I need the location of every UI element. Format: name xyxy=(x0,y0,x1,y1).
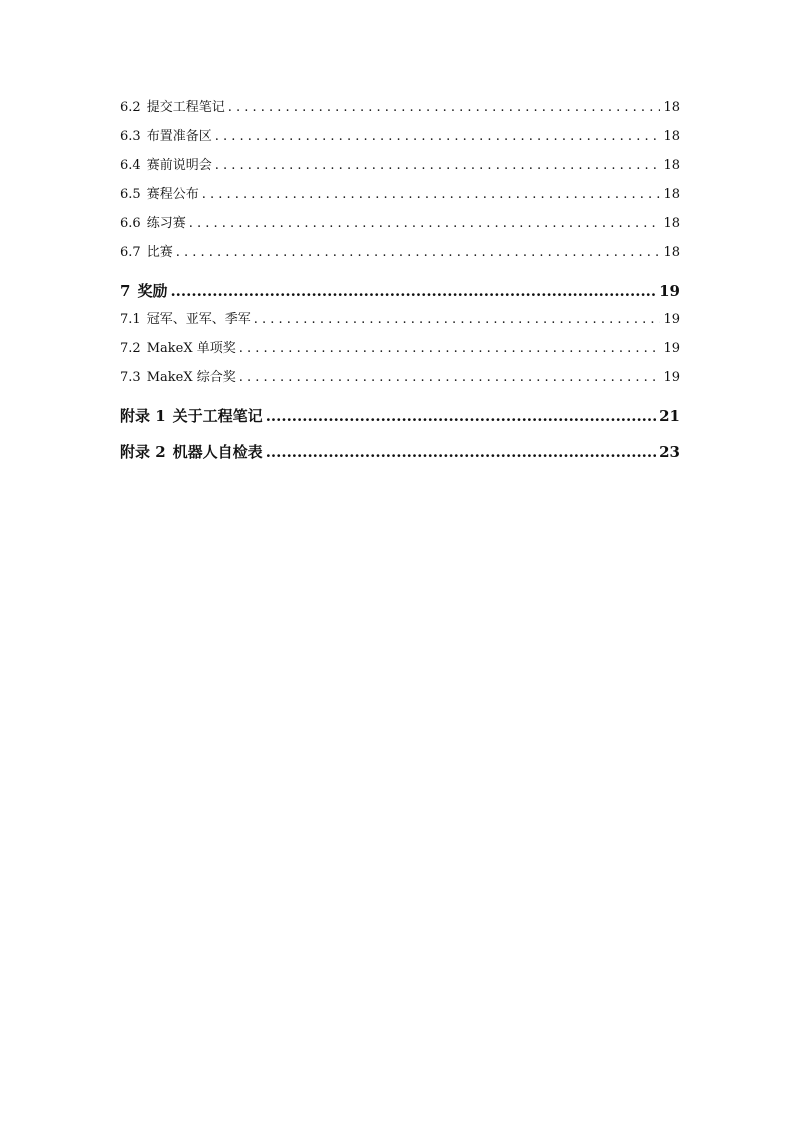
toc-entry-page: 19 xyxy=(663,370,680,385)
toc-entry-6-6[interactable] xyxy=(120,215,680,233)
toc-entry-number: 6.5 xyxy=(120,187,141,202)
toc-entry-6-5[interactable] xyxy=(120,186,680,204)
toc-entry-number: 6.4 xyxy=(120,158,141,173)
toc-entry-page: 19 xyxy=(659,282,680,300)
toc-entry-7-1[interactable] xyxy=(120,311,680,329)
toc-leader-dots xyxy=(239,369,661,387)
toc-leader-dots xyxy=(215,157,661,175)
toc-entry-page: 18 xyxy=(663,245,680,260)
toc-entry-page: 18 xyxy=(663,129,680,144)
toc-entry-page: 18 xyxy=(663,158,680,173)
toc-leader-dots xyxy=(176,244,661,262)
toc-entry-appendix-1[interactable] xyxy=(120,406,680,426)
toc-entry-6-4[interactable] xyxy=(120,157,680,175)
toc-entry-page: 21 xyxy=(659,407,680,425)
toc-leader-dots xyxy=(189,215,661,233)
toc-entry-number: 7.3 xyxy=(120,370,141,385)
toc-entry-number: 6.6 xyxy=(120,216,141,231)
toc-leader-dots xyxy=(170,281,656,301)
toc-entry-page: 18 xyxy=(663,216,680,231)
toc-entry-title: 提交工程笔记 xyxy=(146,100,225,115)
toc-entry-6-3[interactable] xyxy=(120,128,680,146)
toc-entry-page: 23 xyxy=(659,443,680,461)
toc-entry-page: 18 xyxy=(663,187,680,202)
toc-entry-title: 冠军、亚军、季军 xyxy=(146,312,251,327)
toc-entry-number: 7.2 xyxy=(120,341,141,356)
toc-entry-6-7[interactable] xyxy=(120,244,680,262)
toc-entry-title: 赛前说明会 xyxy=(146,158,212,173)
toc-entry-7-2[interactable] xyxy=(120,340,680,358)
toc-entry-number: 7.1 xyxy=(120,312,141,327)
toc-entry-title: 赛程公布 xyxy=(146,187,199,202)
toc-entry-number: 附录 2 xyxy=(120,443,166,461)
toc-entry-page: 19 xyxy=(663,341,680,356)
toc-entry-title: MakeX 综合奖 xyxy=(146,370,236,385)
toc-entry-number: 6.2 xyxy=(120,100,141,115)
toc-entry-7-3[interactable] xyxy=(120,369,680,387)
toc-leader-dots xyxy=(239,340,661,358)
toc-leader-dots xyxy=(228,99,661,117)
toc-entry-title: 比赛 xyxy=(146,245,173,260)
toc-entry-7[interactable] xyxy=(120,281,680,301)
toc-entry-title: 机器人自检表 xyxy=(172,443,263,461)
toc-entry-page: 19 xyxy=(663,312,680,327)
toc-leader-dots xyxy=(215,128,661,146)
toc-leader-dots xyxy=(266,442,656,462)
toc-entry-title: 布置准备区 xyxy=(146,129,212,144)
toc-entry-number: 7 xyxy=(120,282,131,300)
toc-entry-title: MakeX 单项奖 xyxy=(146,341,236,356)
toc-entry-appendix-2[interactable] xyxy=(120,442,680,462)
toc-leader-dots xyxy=(202,186,661,204)
toc-leader-dots xyxy=(266,406,656,426)
toc-entry-page: 18 xyxy=(663,100,680,115)
toc-leader-dots xyxy=(254,311,661,329)
toc-entry-number: 6.7 xyxy=(120,245,141,260)
toc-entry-title: 关于工程笔记 xyxy=(172,407,263,425)
toc-entry-6-2[interactable] xyxy=(120,99,680,117)
toc-entry-number: 6.3 xyxy=(120,129,141,144)
toc-entry-title: 奖励 xyxy=(137,282,168,300)
toc-entry-title: 练习赛 xyxy=(146,216,186,231)
toc-entry-number: 附录 1 xyxy=(120,407,166,425)
